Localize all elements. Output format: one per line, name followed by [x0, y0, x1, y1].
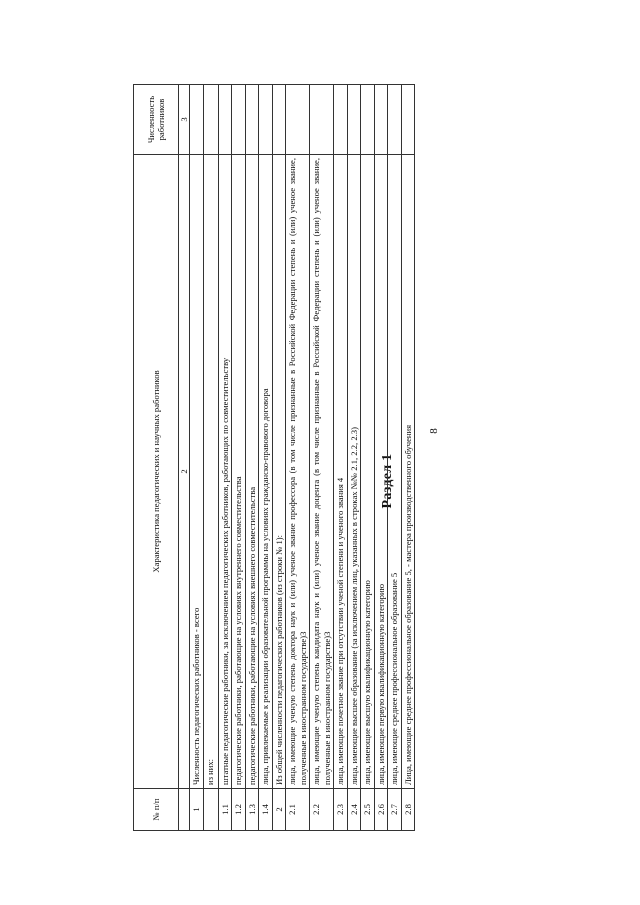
- table-row: [245, 85, 258, 831]
- row-count: [347, 85, 360, 155]
- row-number: 1.1: [218, 789, 231, 831]
- row-number: 2: [272, 789, 285, 831]
- column-number: 2: [179, 155, 190, 789]
- table-row: [374, 85, 387, 831]
- column-number-row: [179, 85, 190, 831]
- table-row: [401, 85, 414, 831]
- table-row: [232, 85, 245, 831]
- row-number: 2.2: [310, 789, 334, 831]
- row-count: [334, 85, 347, 155]
- table-row: [259, 85, 272, 831]
- row-number: 2.4: [347, 789, 360, 831]
- row-number: 1.4: [259, 789, 272, 831]
- row-characteristic: Численность педагогических работников - всего: [190, 155, 203, 789]
- row-number: 1.2: [232, 789, 245, 831]
- row-count: [190, 85, 203, 155]
- row-count: [272, 85, 285, 155]
- row-characteristic: лица, имеющие ученую степень кандидата наук и (или) ученое звание доцента (в том числе признанные в Российской Федерации степень и (или) ученое звание, полученные в иностранном государстве)3: [310, 155, 334, 789]
- header-num: № п/п: [134, 789, 179, 831]
- row-count: [259, 85, 272, 155]
- row-characteristic: лица, привлекаемые к реализации образовательной программы на условиях гражданско-правового договора: [259, 155, 272, 789]
- row-number: [203, 789, 218, 831]
- row-characteristic: лица, имеющие высшее образование (за исключением лиц, указанных в строках №№ 2.1, 2.2, 2.3): [347, 155, 360, 789]
- row-characteristic: лица, имеющие среднее профессиональное образование 5: [388, 155, 401, 789]
- column-number: [179, 789, 190, 831]
- table-header-row: [134, 85, 179, 831]
- row-number: 2.5: [361, 789, 374, 831]
- table-row: [218, 85, 231, 831]
- row-number: 2.6: [374, 789, 387, 831]
- table-body: [190, 85, 415, 831]
- header-count: Численность работников: [134, 85, 179, 155]
- table-row: [190, 85, 203, 831]
- row-count: [374, 85, 387, 155]
- row-characteristic: лица, имеющие высшую квалификационную категорию: [361, 155, 374, 789]
- row-characteristic: лица, имеющие почетное звание при отсутствии ученой степени и ученого звания 4: [334, 155, 347, 789]
- row-characteristic: лица, имеющие первую квалификационную категорию: [374, 155, 387, 789]
- row-characteristic: Лица, имеющие среднее профессиональное образование 5, - мастера производственного обучения: [401, 155, 414, 789]
- staff-table: [133, 84, 415, 831]
- row-count: [232, 85, 245, 155]
- section-title: Раздел 1: [380, 453, 395, 509]
- column-number: 3: [179, 85, 190, 155]
- row-count: [388, 85, 401, 155]
- table-row: [347, 85, 360, 831]
- row-characteristic: штатные педагогические работники, за исключением педагогических работников, работающих по совместительству: [218, 155, 231, 789]
- table-row: [361, 85, 374, 831]
- row-count: [401, 85, 414, 155]
- row-number: 2.3: [334, 789, 347, 831]
- row-characteristic: из них:: [203, 155, 218, 789]
- row-characteristic: лица, имеющие ученую степень доктора наук и (или) ученое звание профессора (в том числе признанные в Российской Федерации степень и (или) ученое звание, полученные в иностранном государстве)3: [286, 155, 310, 789]
- row-characteristic: педагогические работники, работающие на условиях внешнего совместительства: [245, 155, 258, 789]
- table-row: [310, 85, 334, 831]
- row-number: 1.3: [245, 789, 258, 831]
- row-count: [310, 85, 334, 155]
- header-characteristic: Характеристика педагогических и научных работников: [134, 155, 179, 789]
- row-number: 2.7: [388, 789, 401, 831]
- table-row: [272, 85, 285, 831]
- row-characteristic: Из общей численности педагогических работников (из строки № 1):: [272, 155, 285, 789]
- row-count: [245, 85, 258, 155]
- row-characteristic: педагогические работники, работающие на условиях внутреннего совместительства: [232, 155, 245, 789]
- row-count: [286, 85, 310, 155]
- row-count: [203, 85, 218, 155]
- row-number: 2.8: [401, 789, 414, 831]
- page-number: 8: [428, 428, 440, 434]
- table-row: [286, 85, 310, 831]
- row-number: 1: [190, 789, 203, 831]
- row-number: 2.1: [286, 789, 310, 831]
- row-count: [218, 85, 231, 155]
- row-count: [361, 85, 374, 155]
- table-row: [388, 85, 401, 831]
- table-row: [334, 85, 347, 831]
- table-row: [203, 85, 218, 831]
